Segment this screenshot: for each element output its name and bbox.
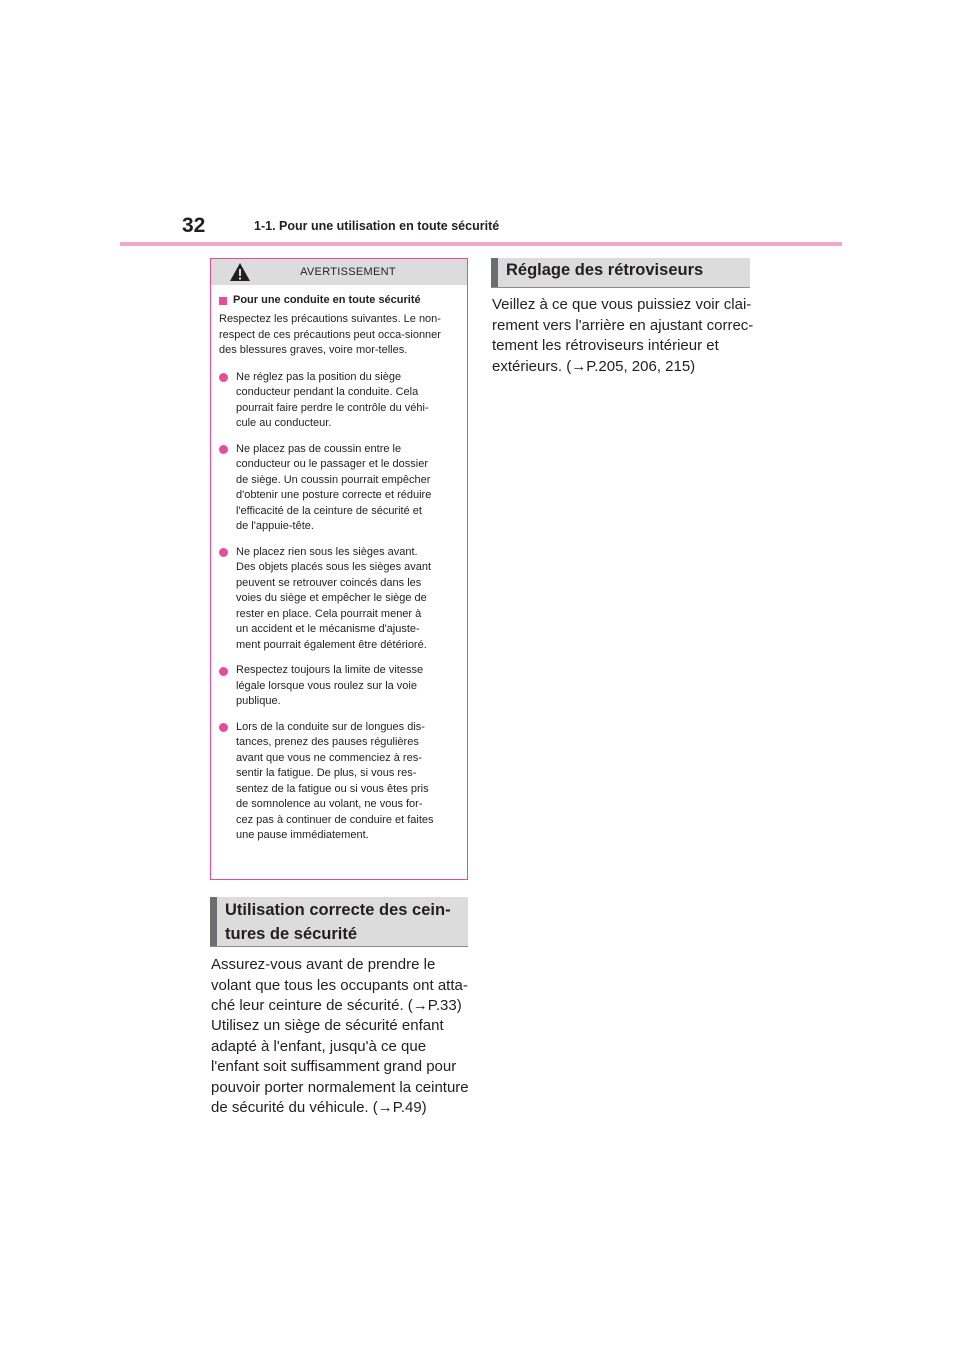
warning-label: AVERTISSEMENT <box>300 266 396 278</box>
heading-accent-bar <box>210 897 217 946</box>
warning-triangle-icon <box>229 262 251 282</box>
warning-item <box>219 545 459 654</box>
warning-intro: Respectez les précautions suivantes. Le non-respect de ces précautions peut occa-sionner des blessures graves, voire mor-telles. <box>219 313 441 356</box>
warning-item <box>219 663 459 710</box>
heading-accent-bar <box>491 258 498 287</box>
warning-body <box>211 285 467 844</box>
mirrors-heading-text: Réglage des rétroviseurs <box>506 261 704 279</box>
seatbelts-paragraph-2: Utilisez un siège de sécurité enfant adapté à l'enfant, jusqu'à ce que l'enfant soit suffisamment grand pour pouvoir porter normalement la ceinture de sécurité du véhicule. (→P.49) <box>211 1017 469 1116</box>
warning-item-text: Ne réglez pas la position du siège conducteur pendant la conduite. Cela pourrait faire perdre le contrôle du véhi- cule au conducteur. <box>236 370 429 429</box>
bullet-dot-icon <box>219 548 228 557</box>
page-number: 32 <box>182 214 206 237</box>
warning-item <box>219 720 459 844</box>
seatbelts-heading-text: Utilisation correcte des cein- tures de sécurité <box>225 901 451 943</box>
bullet-dot-icon <box>219 445 228 454</box>
warning-item-text: Respectez toujours la limite de vitesse légale lorsque vous roulez sur la voie publique. <box>236 664 424 707</box>
warning-item-text: Ne placez pas de coussin entre le conducteur ou le passager et le dossier de siège. Un coussin pourrait empêcher d'obtenir une posture correcte et réduire l'efficacité de la ceinture de sécurité et de l'appuie-tête. <box>236 442 432 532</box>
bullet-dot-icon <box>219 373 228 382</box>
section-title: 1-1. Pour une utilisation en toute sécurité <box>254 219 500 233</box>
warning-item-text: Lors de la conduite sur de longues dis- tances, prenez des pauses régulières avant que vous ne commenciez à res- sentir la fatigue. De plus, si vous res- sentez de la fatigue ou si vous êtes pris de somnolence au volant, ne vous for- cez pas à continuer de conduire et faites une pause immédiatement. <box>236 720 434 841</box>
seatbelts-paragraph-1: Assurez-vous avant de prendre le volant que tous les occupants ont atta- ché leur ceinture de sécurité. (→P.33) <box>211 956 468 1014</box>
seatbelts-heading <box>210 897 468 947</box>
warning-item <box>219 442 459 535</box>
warning-item <box>219 370 459 432</box>
header-divider <box>120 242 842 246</box>
mirrors-heading <box>491 258 750 288</box>
bullet-dot-icon <box>219 723 228 732</box>
mirrors-paragraph: Veillez à ce que vous puissiez voir clai- rement vers l'arrière en ajustant correc- tement les rétroviseurs intérieur et extérieurs. (→P.205, 206, 215) <box>492 296 754 375</box>
bullet-dot-icon <box>219 667 228 676</box>
warning-subheading <box>219 293 459 308</box>
warning-subheading-text: Pour une conduite en toute sécurité <box>233 294 421 306</box>
warning-header <box>211 259 467 285</box>
square-bullet-icon <box>219 297 227 305</box>
warning-item-text: Ne placez rien sous les sièges avant. Des objets placés sous les sièges avant peuvent se retrouver coincés dans les voies du siège et empêcher le siège de rester en place. Cela pourrait mener à un accident et le mécanisme d'ajuste- ment pourrait également être détérioré. <box>236 545 432 651</box>
warning-box <box>210 258 468 880</box>
